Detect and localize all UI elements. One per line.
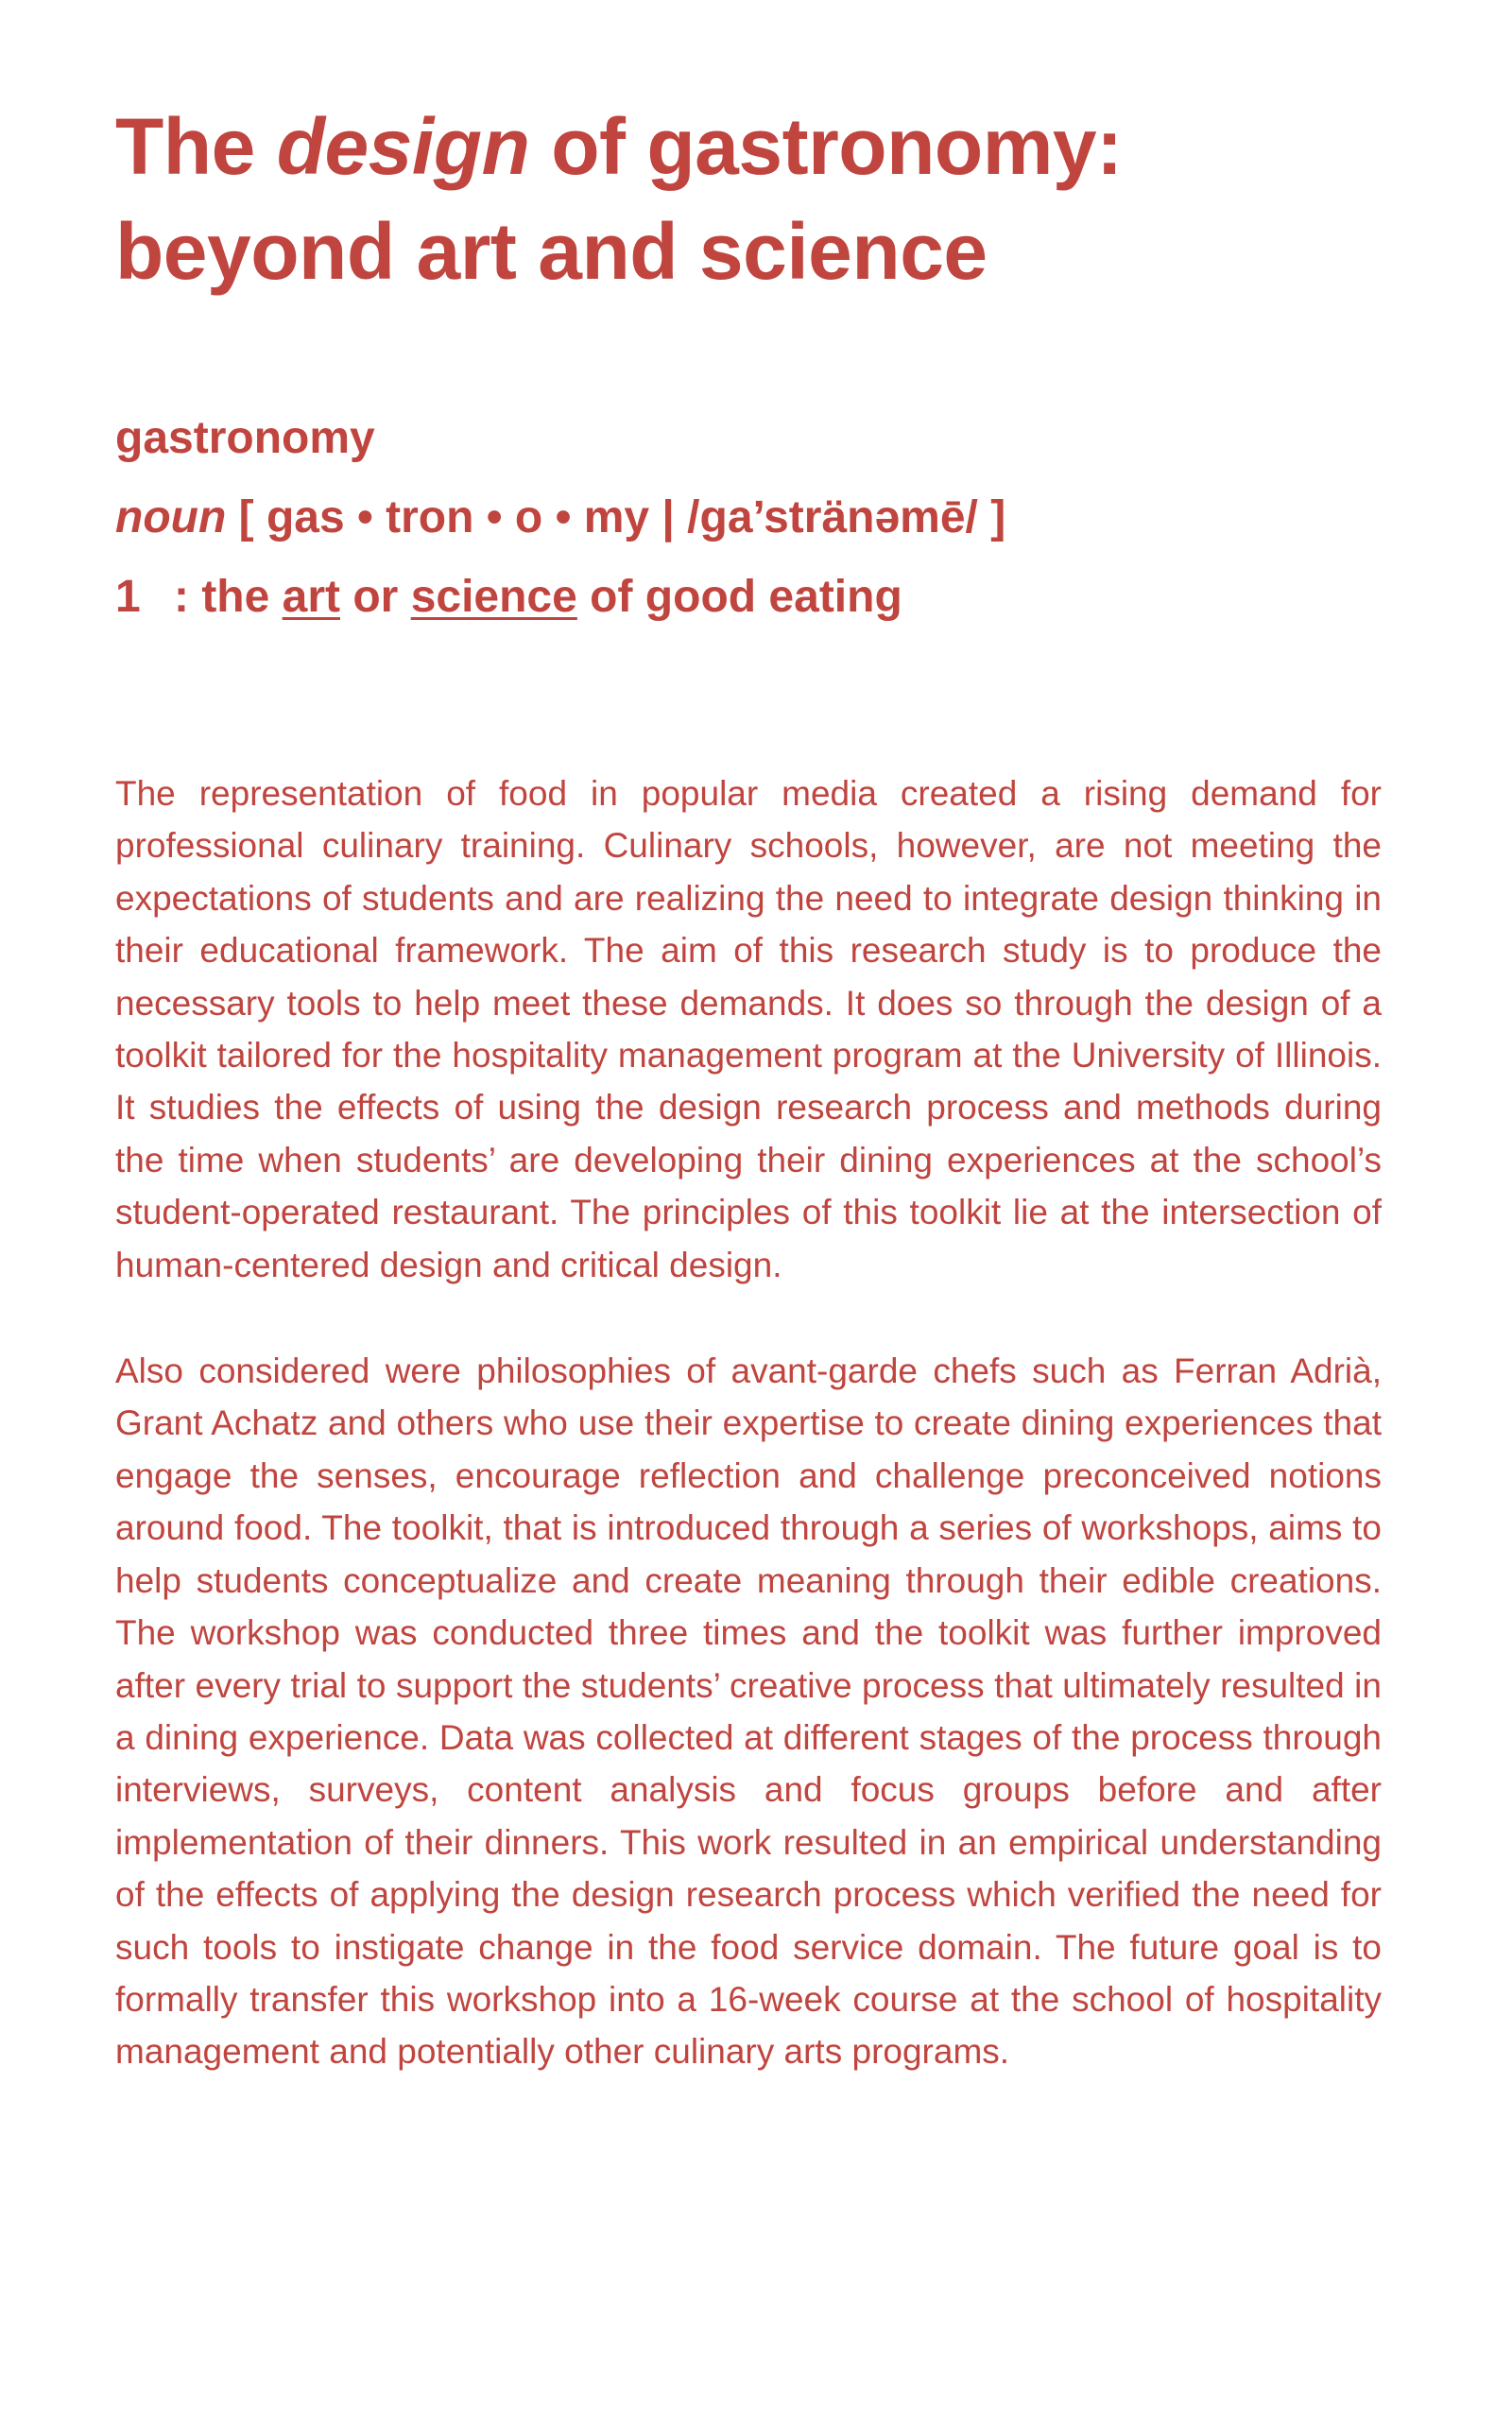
title-after: of gastronomy: (529, 102, 1123, 191)
paragraph-1: The representation of food in popular media created a rising demand for professional culinary training. Culinary schools, however, are not meeting the expectations of students and are realizing the need to integrate design thinking in their educational framework. The aim of this research study is to produce the necessary tools to help meet these demands. It does so through the design of a toolkit tailored for the hospitality management program at the University of Illinois. It studies the effects of using the design research process and methods during the time when students’ are developing their dining experiences at the school’s student-operated restaurant. The principles of this toolkit lie at the intersection of human-centered design and critical design. (115, 774, 1382, 1284)
sense-word-art: art (282, 572, 341, 622)
sense-word-science: science (410, 572, 577, 622)
abstract-body (115, 767, 1382, 2132)
part-of-speech: noun (115, 492, 227, 542)
sense-suffix: of good eating (576, 572, 902, 622)
title-line2: beyond art and science (115, 206, 988, 296)
paragraph-2: Also considered were philosophies of avant-garde chefs such as Ferran Adrià, Grant Achatz and others who use their expertise to create dining experiences that engage the senses, encourage reflection and challenge preconceived notions around food. The toolkit, that is introduced through a series of workshops, aims to help students conceptualize and create meaning through their edible creations. The workshop was conducted three times and the toolkit was further improved after every trial to support the students’ creative process that ultimately resulted in a dining experience. Data was collected at different stages of the process through interviews, surveys, content analysis and focus groups before and after implementation of their dinners. This work resulted in an empirical understanding of the effects of applying the design research process which verified the need for such tools to instigate change in the food service domain. The future goal is to formally transfer this workshop into a 16-week course at the school of hospitality management and potentially other culinary arts programs. (115, 1351, 1382, 2072)
title-before: The (115, 102, 277, 191)
sense-prefix: : the (174, 572, 283, 622)
sense-number: 1 (115, 572, 141, 622)
page-title (115, 95, 1382, 304)
definition-pronunciation (115, 492, 1382, 575)
title-emphasis: design (276, 102, 530, 191)
dictionary-definition (115, 413, 1382, 654)
definition-sense (115, 572, 1382, 654)
sense-mid: or (340, 572, 411, 622)
syllables: [ gas • tron • o • my | /ga’stränəmē/ ] (226, 492, 1006, 542)
definition-term: gastronomy (115, 413, 375, 463)
